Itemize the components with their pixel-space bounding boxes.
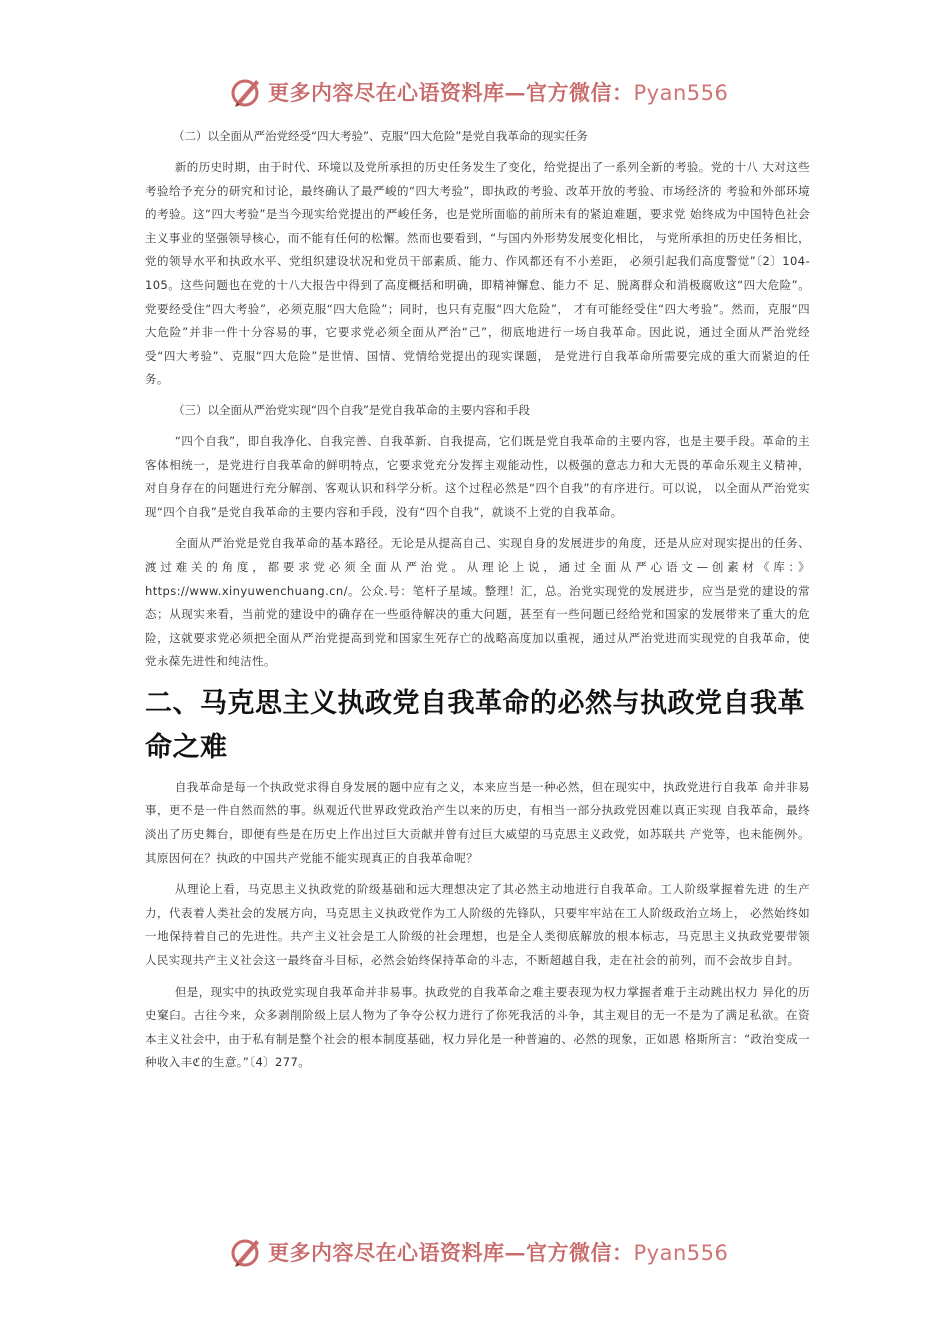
paragraph: “四个自我”，即自我净化、自我完善、自我革新、自我提高，它们既是党自我革命的主要内容，也是主要手段。革命的主客体相统一，是党进行自我革命的鲜明特点，它要求党充分发挥主观能动性，以极强的意志力和大无畏的革命乐观主义精神，对自身存在的问题进行充分解剖、客观认识和科学分析。这个过程必然是“四个自我”的有序进行。可以说， 以全面从严治党实现“四个自我”是党自我革命的主要内容和手段，没有“四个自我”，就谈不上党的自我革命。 [145, 433, 810, 519]
footer-banner [228, 1232, 748, 1272]
section-heading: 二、马克思主义执政党自我革命的必然与执政党自我革命之难 [145, 687, 805, 763]
footer-banner-text: 更多内容尽在心语资料库—官方微信：Pyan556 [268, 1240, 729, 1265]
subheading-3: （三）以全面从严治党实现“四个自我”是党自我革命的主要内容和手段 [173, 402, 530, 417]
paragraph: 全面从严治党是党自我革命的基本路径。无论是从提高自己、实现自身的发展进步的角度，还是从应对现实提出的任务、渡过难关的角度，都要求党必须全面从严治党。从理论上说，通过全面从严心语文—创素材《库：》https://www.xinyuwenchuang.cn/。公众.号：笔杆子星域。整理！汇，总。治党实现党的发展进步，应当是党的建设的常态；从现实来看，当前党的建设中的确存在一些亟待解决的重大问题，甚至有一些问题已经给党和国家的发展带来了重大的危险，这就要求党必须把全面从严治党提高到党和国家生死存亡的战略高度加以重视，通过从严治党进而实现党的自我革命，使党永葆先进性和纯洁性。 [145, 536, 810, 669]
paragraph: 自我革命是每一个执政党求得自身发展的题中应有之义，本来应当是一种必然，但在现实中，执政党进行自我革 命并非易事，更不是一件自然而然的事。纵观近代世界政党政治产生以来的历史，有相当一部分执政党因难以真正实现 自我革命，最终淡出了历史舞台，即便有些是在历史上作出过巨大贡献并曾有过巨大威望的马克思主义政党，如苏联共 产党等，也未能例外。其原因何在？执政的中国共产党能不能实现真正的自我革命呢？ [145, 779, 810, 865]
paragraph: 但是，现实中的执政党实现自我革命并非易事。执政党的自我革命之难主要表现为权力掌握者难于主动跳出权力 异化的历史窠臼。古往今来，众多剥削阶级上层人物为了争夺公权力进行了你死我活的斗争，其主观目的无一不是为了满足私欲。在资本主义社会中，由于私有制是整个社会的根本制度基础，权力异化是一种普遍的、必然的现象，正如恩 格斯所言：“政治变成一种收入丰ℭ的生意。”〔4〕277。 [145, 984, 810, 1070]
header-banner [228, 72, 748, 112]
writing-pen-logo-icon [228, 1234, 264, 1270]
paragraph: 新的历史时期，由于时代、环境以及党所承担的历史任务发生了变化，给党提出了一系列全新的考验。党的十八 大对这些考验给予充分的研究和讨论，最终确认了最严峻的“四大考验”，即执政的考验、改革开放的考验、市场经济的 考验和外部环境的考验。这“四大考验”是当今现实给党提出的严峻任务，也是党所面临的前所未有的紧迫难题，要求党 始终成为中国特色社会主义事业的坚强领导核心，而不能有任何的松懈。然而也要看到，“与国内外形势发展变化相比， 与党所承担的历史任务相比，党的领导水平和执政水平、党组织建设状况和党员干部素质、能力、作风都还有不小差距， 必须引起我们高度警觉”〔2〕104-105。这些问题也在党的十八大报告中得到了高度概括和明确，即精神懈怠、能力不 足、脱离群众和消极腐败这“四大危险”。党要经受住“四大考验”，必须克服“四大危险”；同时，也只有克服“四大危险”， 才有可能经受住“四大考验”。然而，克服“四大危险”并非一件十分容易的事，它要求党必须全面从严治“己”，彻底地进行一场自我革命。因此说，通过全面从严治党经受“四大考验”、克服“四大危险”是世情、国情、党情给党提出的现实课题， 是党进行自我革命所需要完成的重大而紧迫的任务。 [145, 160, 810, 387]
document-body [145, 126, 810, 1083]
subheading-2: （二）以全面从严治党经受“四大考验”、克服“四大危险”是党自我革命的现实任务 [173, 129, 588, 143]
paragraph: 从理论上看，马克思主义执政党的阶级基础和远大理想决定了其必然主动地进行自我革命。工人阶级掌握着先进 的生产力，代表着人类社会的发展方向，马克思主义执政党作为工人阶级的先锋队，只要牢牢站在工人阶级政治立场上， 必然始终如一地保持着自己的先进性。共产主义社会是工人阶级的社会理想，也是全人类彻底解放的根本标志，马克思主义执政党要带领人民实现共产主义社会这一最终奋斗目标，必然会始终保持革命的斗志，不断超越自我，走在社会的前列，而不会故步自封。 [145, 882, 810, 968]
writing-pen-logo-icon [228, 74, 264, 110]
header-banner-text: 更多内容尽在心语资料库—官方微信：Pyan556 [268, 80, 729, 105]
